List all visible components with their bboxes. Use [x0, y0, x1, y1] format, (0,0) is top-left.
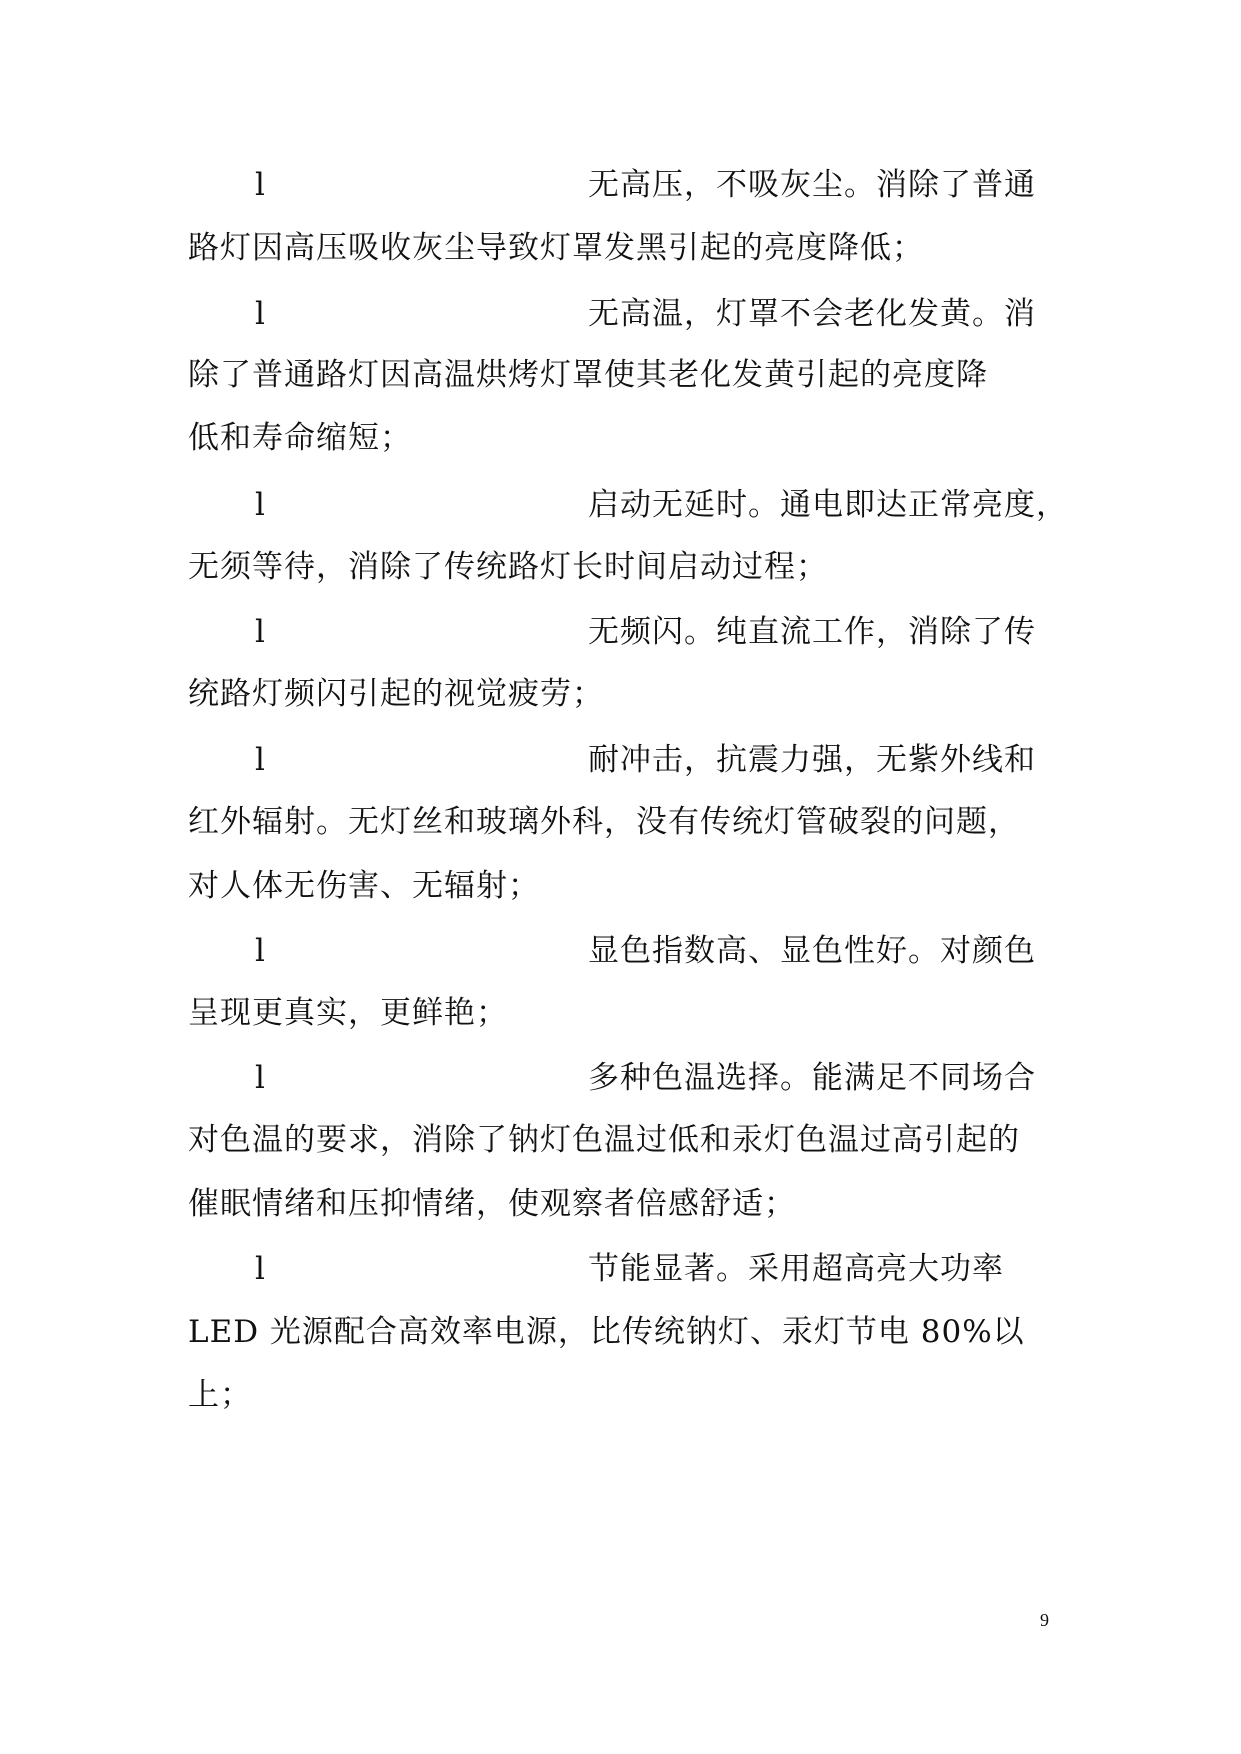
list-item-text: 低和寿命缩短；: [188, 420, 412, 456]
list-item-text: 无须等待，消除了传统路灯长时间启动过程；: [188, 549, 828, 585]
list-marker: l: [255, 742, 265, 778]
list-marker: l: [255, 167, 265, 203]
list-item-text: 对人体无伤害、无辐射；: [188, 868, 540, 904]
list-item-text: 上；: [188, 1377, 252, 1413]
list-item-text: 除了普通路灯因高温烘烤灯罩使其老化发黄引起的亮度降: [188, 357, 988, 393]
list-item-lead: 耐冲击，抗震力强，无紫外线和: [588, 742, 1036, 778]
list-marker: l: [255, 933, 265, 969]
list-item-lead: 启动无延时。通电即达正常亮度，: [588, 487, 1068, 523]
list-marker: l: [255, 614, 265, 650]
list-item-text: 对色温的要求，消除了钠灯色温过低和汞灯色温过高引起的: [188, 1122, 1020, 1158]
list-marker: l: [255, 1251, 265, 1287]
list-item-text: 路灯因高压吸收灰尘导致灯罩发黑引起的亮度降低；: [188, 230, 924, 266]
list-item-lead: 无频闪。纯直流工作，消除了传: [588, 614, 1036, 650]
page-number: 9: [1040, 1610, 1049, 1630]
list-item-lead: 多种色温选择。能满足不同场合: [588, 1060, 1036, 1096]
list-marker: l: [255, 296, 265, 332]
list-marker: l: [255, 1060, 265, 1096]
list-item-text: LED 光源配合高效率电源，比传统钠灯、汞灯节电 80%以: [188, 1314, 1025, 1350]
list-item-lead: 无高温，灯罩不会老化发黄。消: [588, 296, 1036, 332]
list-item-lead: 显色指数高、显色性好。对颜色: [588, 933, 1036, 969]
list-item-text: 催眠情绪和压抑情绪，使观察者倍感舒适；: [188, 1186, 796, 1222]
list-item-text: 呈现更真实，更鲜艳；: [188, 995, 508, 1031]
list-item-lead: 无高压，不吸灰尘。消除了普通: [588, 167, 1036, 203]
list-marker: l: [255, 487, 265, 523]
list-item-lead: 节能显著。采用超高亮大功率: [588, 1251, 1004, 1287]
list-item-text: 统路灯频闪引起的视觉疲劳；: [188, 676, 604, 712]
list-item-text: 红外辐射。无灯丝和玻璃外科，没有传统灯管破裂的问题，: [188, 804, 1020, 840]
